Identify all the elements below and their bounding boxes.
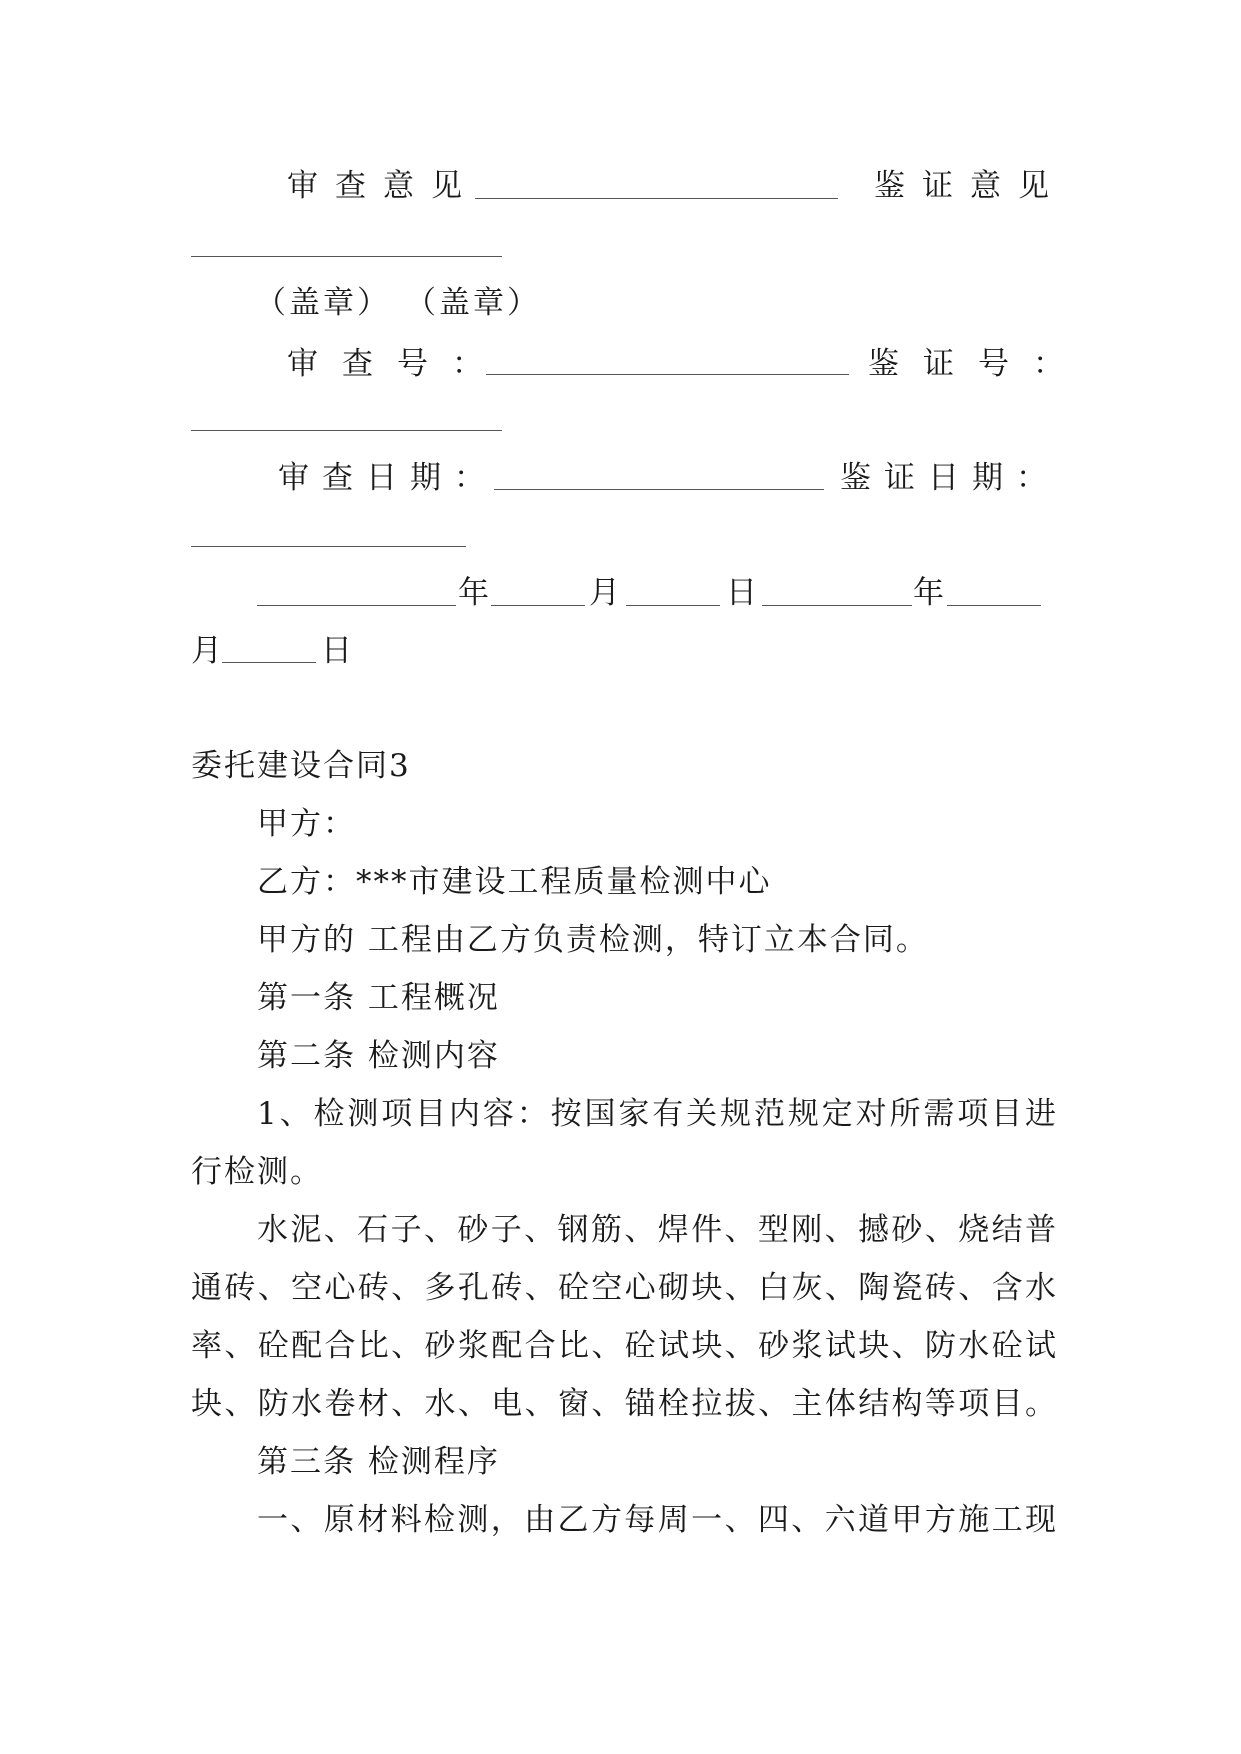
party-a: 甲方： — [257, 806, 356, 842]
review-day-label: 日 — [726, 575, 757, 611]
review-year-blank[interactable] — [257, 605, 456, 606]
article-1-heading: 第一条 工程概况 — [257, 980, 500, 1016]
verify-month-label: 月 — [191, 633, 222, 669]
verify-date-blank[interactable] — [191, 546, 466, 547]
review-opinion-label: 审查意见 — [287, 168, 479, 204]
materials-line-4: 块、防水卷材、水、电、窗、锚栓拉拔、主体结构等项目。 — [191, 1386, 1056, 1422]
verify-number-label: 鉴证号： — [868, 346, 1088, 382]
verify-opinion-label: 鉴证意见 — [874, 168, 1066, 204]
review-month-blank[interactable] — [491, 605, 585, 606]
contract-title: 委托建设合同3 — [191, 748, 411, 784]
verify-month-blank-a[interactable] — [947, 605, 1041, 606]
review-number-label: 审查号： — [287, 346, 507, 382]
verify-seal: （盖章） — [405, 285, 541, 321]
verify-day-blank[interactable] — [222, 662, 316, 663]
review-month-label: 月 — [589, 575, 620, 611]
item-1-line-2: 行检测。 — [191, 1154, 323, 1190]
verify-year-label: 年 — [913, 575, 944, 611]
article-3-heading: 第三条 检测程序 — [257, 1444, 500, 1480]
review-opinion-blank[interactable] — [475, 198, 838, 199]
verify-year-blank[interactable] — [762, 605, 912, 606]
item-1-line-1: 1、检测项目内容：按国家有关规范规定对所需项目进 — [257, 1096, 1056, 1132]
party-b: 乙方：***市建设工程质量检测中心 — [257, 864, 772, 900]
review-seal: （盖章） — [255, 285, 391, 321]
contract-intro: 甲方的 工程由乙方负责检测，特订立本合同。 — [257, 922, 929, 958]
review-date-blank[interactable] — [494, 489, 824, 490]
materials-line-1: 水泥、石子、砂子、钢筋、焊件、型刚、撼砂、烧结普 — [257, 1212, 1056, 1248]
review-number-blank[interactable] — [486, 374, 849, 375]
materials-line-3: 率、砼配合比、砂浆配合比、砼试块、砂浆试块、防水砼试 — [191, 1328, 1056, 1364]
review-year-label: 年 — [458, 575, 489, 611]
materials-line-2: 通砖、空心砖、多孔砖、砼空心砌块、白灰、陶瓷砖、含水 — [191, 1270, 1056, 1306]
verify-number-blank[interactable] — [191, 430, 502, 431]
verify-day-label: 日 — [321, 633, 352, 669]
review-date-label: 审查日期： — [278, 460, 498, 496]
review-day-blank[interactable] — [626, 605, 720, 606]
procedure-line-1: 一、原材料检测，由乙方每周一、四、六道甲方施工现 — [257, 1502, 1056, 1538]
verify-date-label: 鉴证日期： — [840, 460, 1060, 496]
verify-opinion-blank[interactable] — [191, 256, 502, 257]
article-2-heading: 第二条 检测内容 — [257, 1038, 500, 1074]
